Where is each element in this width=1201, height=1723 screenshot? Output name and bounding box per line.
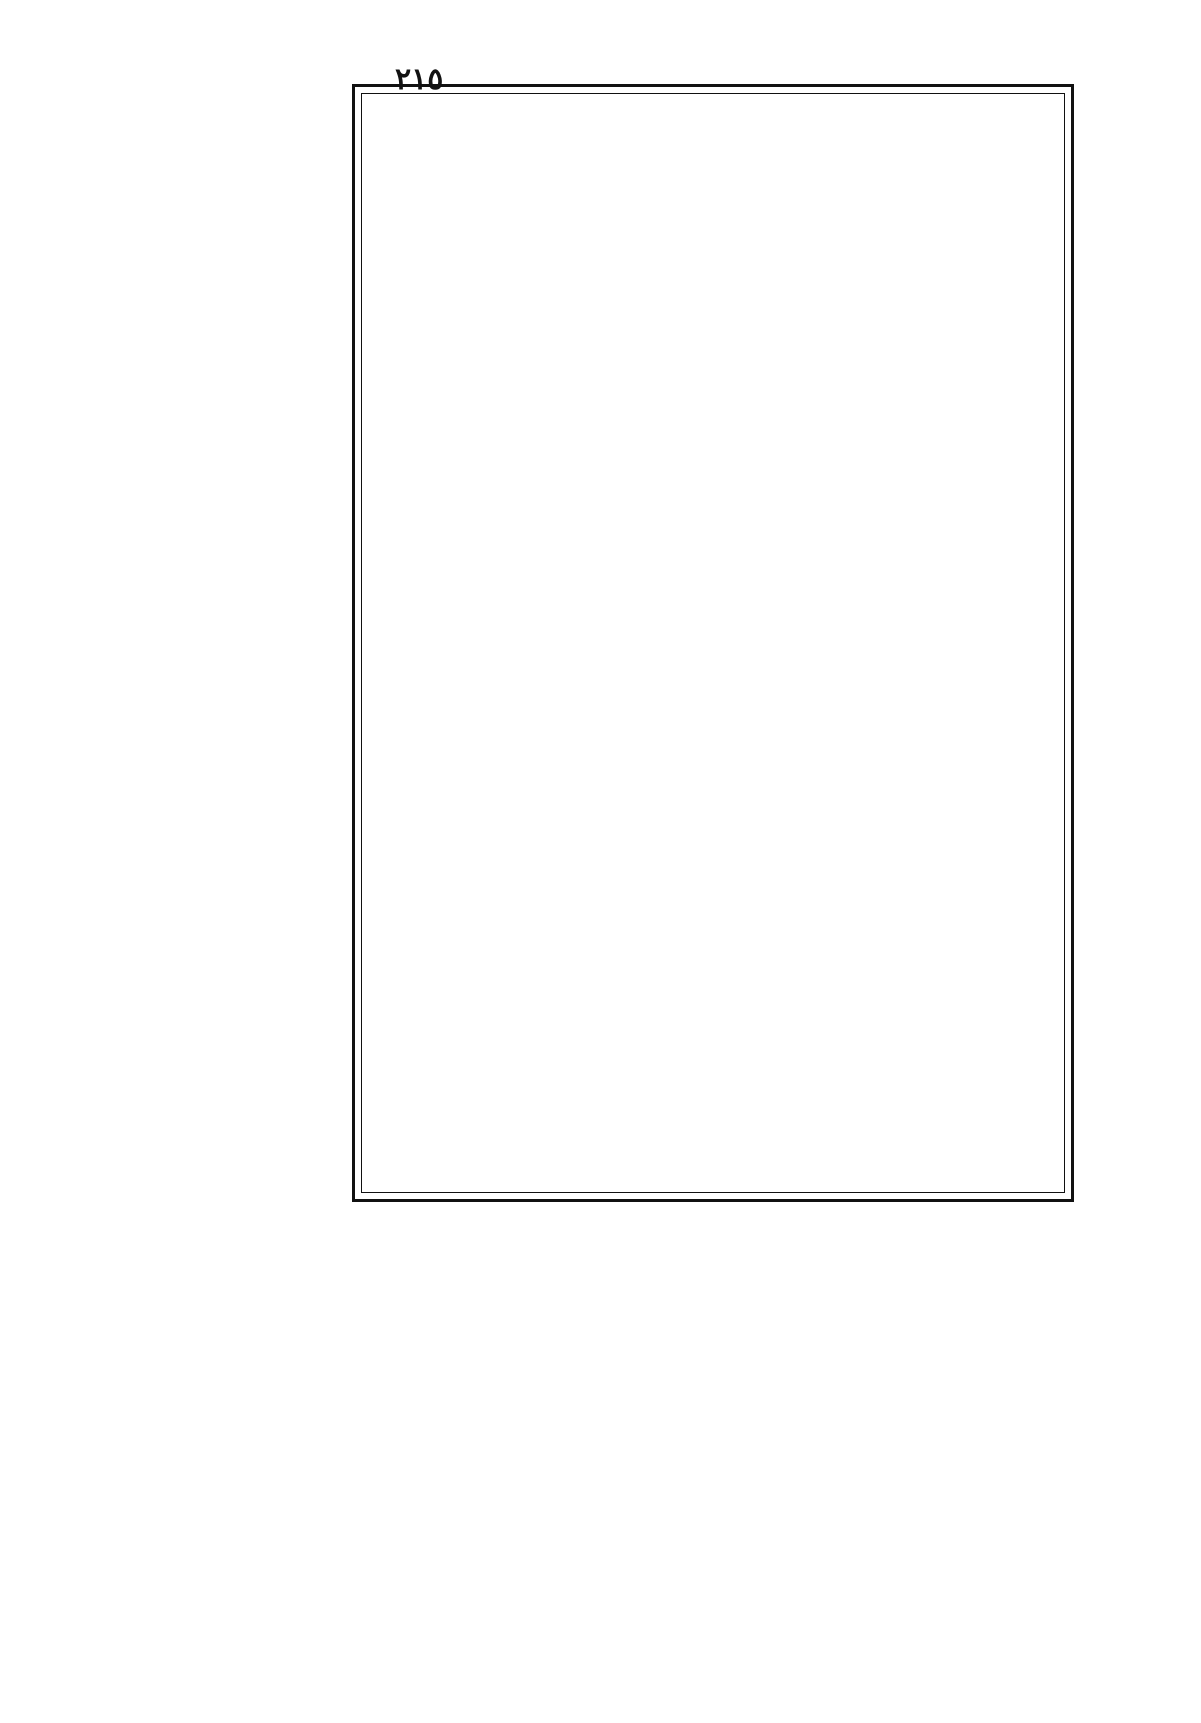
text-line [367, 902, 1059, 935]
text-line [367, 535, 1059, 568]
text-line [367, 268, 1059, 301]
margin-gloss [25, 392, 356, 563]
text-line [367, 869, 1059, 902]
text-line [367, 201, 1059, 234]
text-line [367, 1069, 1059, 1102]
text-line [367, 101, 1059, 134]
page-number: ٢١٥ [395, 62, 444, 97]
text-line [367, 836, 1059, 869]
text-line [367, 635, 1059, 668]
text-line [367, 1003, 1059, 1036]
text-line [367, 702, 1059, 735]
text-line [367, 1170, 1059, 1203]
text-line [367, 1103, 1059, 1136]
text-line [367, 468, 1059, 501]
text-line [367, 435, 1059, 468]
text-line [367, 335, 1059, 368]
text-line [367, 301, 1059, 334]
text-line [367, 769, 1059, 802]
main-text-block [367, 101, 1059, 1185]
text-line [367, 969, 1059, 1002]
text-line [367, 134, 1059, 167]
text-line [367, 368, 1059, 401]
text-line [367, 735, 1059, 768]
text-line [367, 568, 1059, 601]
text-line [367, 168, 1059, 201]
text-line [367, 669, 1059, 702]
text-line [367, 502, 1059, 535]
text-frame [352, 84, 1074, 1202]
text-line [367, 235, 1059, 268]
text-line [367, 402, 1059, 435]
text-line [367, 1036, 1059, 1069]
text-line [367, 1136, 1059, 1169]
text-line [367, 936, 1059, 969]
text-line [367, 602, 1059, 635]
text-line [367, 802, 1059, 835]
